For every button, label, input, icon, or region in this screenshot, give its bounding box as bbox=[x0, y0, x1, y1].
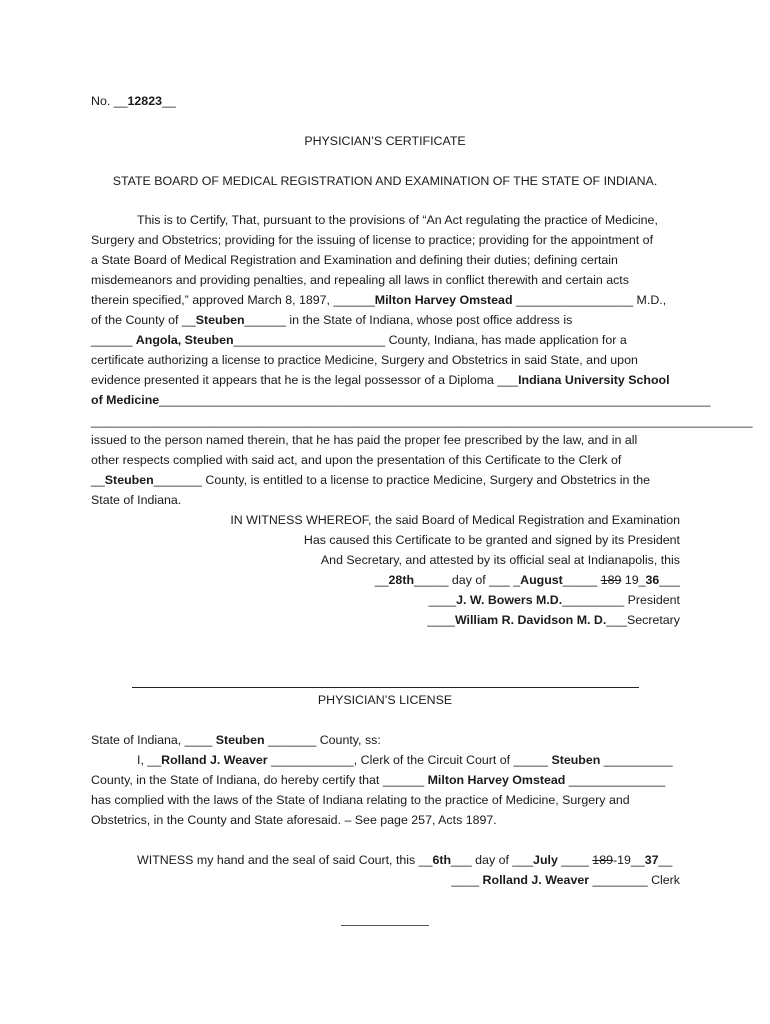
license-line5: Obstetrics, in the County and State aforesaid. – See page 257, Acts 1897. bbox=[91, 813, 497, 827]
clerk-signature-name: Rolland J. Weaver bbox=[482, 873, 590, 887]
certificate-para1-line8: certificate authorizing a license to practice Medicine, Surgery and Obstetrics in said State, and upon bbox=[91, 353, 638, 367]
diploma-school: Indiana University School bbox=[518, 373, 670, 387]
section-divider bbox=[132, 687, 639, 688]
clerk-county: Steuben bbox=[104, 473, 154, 487]
president-signature-line: ____J. W. Bowers M.D._________ President bbox=[428, 593, 680, 607]
certificate-para1-line3: a State Board of Medical Registration and Examination and defining their duties; defining certain bbox=[91, 253, 618, 267]
certificate-number-tail: __ bbox=[161, 94, 176, 108]
certificate-para2-line3: __Steuben_______ County, is entitled to a license to practice Medicine, Surgery and Obstetrics in the bbox=[91, 473, 651, 487]
board-heading: STATE BOARD OF MEDICAL REGISTRATION AND EXAMINATION OF THE STATE OF INDIANA. bbox=[112, 174, 658, 188]
certificate-para1-line4: misdemeanors and providing penalties, and repealing all laws in conflict therewith and certain acts bbox=[91, 273, 629, 287]
license-line2: I, __Rolland J. Weaver ____________, Clerk of the Circuit Court of _____ Steuben __________ bbox=[137, 753, 673, 767]
witness-year: 36 bbox=[645, 573, 660, 587]
license-witness-line: WITNESS my hand and the seal of said Court, this __6th___ day of ___July ____ 189-19__37__ bbox=[137, 853, 673, 867]
licensee-name: Milton Harvey Omstead bbox=[427, 773, 566, 787]
license-day: 6th bbox=[432, 853, 452, 867]
struck-century: 189 bbox=[600, 573, 622, 587]
license-title: PHYSICIAN’S LICENSE bbox=[317, 693, 453, 707]
certificate-para2-line2: other respects complied with said act, and upon the presentation of this Certificate to the Clerk of bbox=[91, 453, 622, 467]
witness-month: August bbox=[520, 573, 563, 587]
certificate-para1-line6: of the County of __Steuben______ in the State of Indiana, whose post office address is bbox=[91, 313, 573, 327]
county-name: Steuben bbox=[195, 313, 245, 327]
witness-day: 28th bbox=[388, 573, 415, 587]
witness-line1: IN WITNESS WHEREOF, the said Board of Medical Registration and Examination bbox=[230, 513, 680, 527]
certificate-para2-line1: issued to the person named therein, that he has paid the proper fee prescribed by the law, and in all bbox=[91, 433, 638, 447]
license-county: Steuben bbox=[215, 733, 265, 747]
certificate-blank-line: ________________________________________________________________________________________________ bbox=[91, 414, 753, 428]
diploma-school-cont: of Medicine bbox=[91, 393, 160, 407]
certificate-para1-line5: therein specified,” approved March 8, 1897, ______Milton Harvey Omstead _________________ M.D., bbox=[91, 293, 667, 307]
bottom-short-rule bbox=[341, 925, 429, 926]
certificate-para1-line1: This is to Certify, That, pursuant to the provisions of “An Act regulating the practice of Medicine, bbox=[137, 213, 658, 227]
certificate-para1-line9: evidence presented it appears that he is the legal possessor of a Diploma ___Indiana University School bbox=[91, 373, 670, 387]
certificate-para1-line2: Surgery and Obstetrics; providing for the issuing of license to practice; providing for the appointment of bbox=[91, 233, 654, 247]
certificate-title: PHYSICIAN’S CERTIFICATE bbox=[304, 134, 466, 148]
clerk-signature-line: ____ Rolland J. Weaver ________ Clerk bbox=[451, 873, 680, 887]
secretary-signature-line: ____William R. Davidson M. D.___Secretary bbox=[427, 613, 680, 627]
circuit-court-county: Steuben bbox=[551, 753, 601, 767]
license-line4: has complied with the laws of the State of Indiana relating to the practice of Medicine, Surgery and bbox=[91, 793, 630, 807]
certificate-para1-line7: ______ Angola, Steuben______________________ County, Indiana, has made application for a bbox=[91, 333, 627, 347]
post-office-address: Angola, Steuben bbox=[135, 333, 234, 347]
license-line3: County, in the State of Indiana, do hereby certify that ______ Milton Harvey Omstead ______________ bbox=[91, 773, 666, 787]
witness-line3: And Secretary, and attested by its official seal at Indianapolis, this bbox=[320, 553, 680, 567]
certificate-number-value: 12823 bbox=[127, 94, 162, 108]
witness-line2: Has caused this Certificate to be granted and signed by its President bbox=[303, 533, 680, 547]
license-struck-century: 189 bbox=[592, 853, 613, 867]
license-year: 37 bbox=[644, 853, 659, 867]
certificate-number-label: No. __ bbox=[91, 94, 128, 108]
certificate-para1-line10: of Medicine________________________________________________________________________________ bbox=[91, 393, 711, 407]
certificate-para2-line4: State of Indiana. bbox=[91, 493, 182, 507]
certificate-number bbox=[91, 91, 176, 111]
license-month: July bbox=[533, 853, 558, 867]
clerk-name: Rolland J. Weaver bbox=[161, 753, 268, 767]
secretary-name: William R. Davidson M. D. bbox=[454, 613, 607, 627]
witness-date-line: __28th_____ day of ___ _August_____ 189 19_36___ bbox=[374, 573, 680, 587]
president-name: J. W. Bowers M.D. bbox=[456, 593, 563, 607]
physician-name: Milton Harvey Omstead bbox=[374, 293, 513, 307]
license-line1: State of Indiana, ____ Steuben _______ County, ss: bbox=[91, 733, 381, 747]
